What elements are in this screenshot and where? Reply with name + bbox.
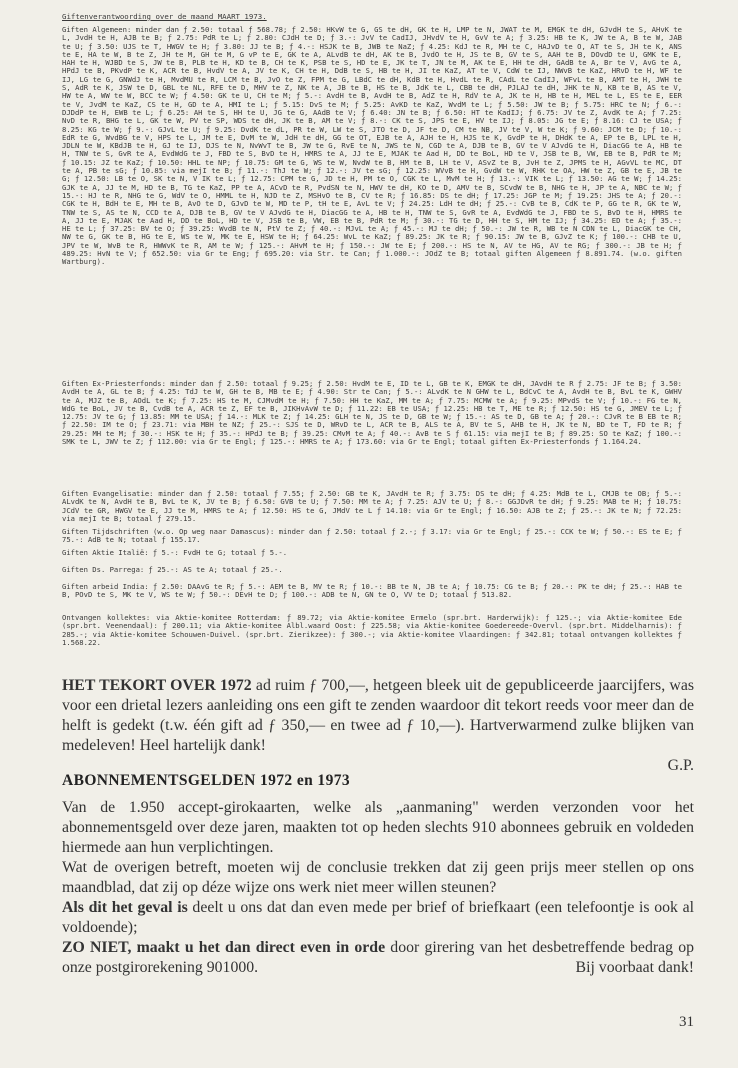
section-arbeid-india: Giften arbeid India: ƒ 2.50: DAAvG te R; ƒ 5.-: AEM te B, MV te R; ƒ 10.-: BB te N, JB te A; ƒ 10.75: CG te B; ƒ 20.-: PK te dH; ƒ 25.-: HAB te B, POvD te S, MK te V, WS te W; ƒ 50.-: DEvH te D; ƒ 100.-: ADB te N, GN te O, VV te D; totaal ƒ 513.82. — [62, 582, 682, 600]
tekort-text: ad ruim ƒ 700,—, hetgeen bleek uit de gepubliceerde jaarcijfers, was voor een drietal lezers aanleiding ons een gift te zenden waardoor dit tekort reeds voor meer dan de helft is gedekt (t.w. één gift ad ƒ 350,— en twee ad ƒ 10,—). Hartverwarmend zulke blijken van medeleven! Heel hartelijk dank! — [62, 677, 694, 754]
typed-list-4 — [62, 528, 682, 545]
typed-list-6 — [62, 566, 682, 574]
section-giften-algemeen: Giften Algemeen: minder dan ƒ 2.50: totaal ƒ 568.78; ƒ 2.50: HKvW te G, GS te dH, GK te H, LMP te N, JWAT te M, EMGK te dH, GJvdH te S, AHvK te L, JvdH te H, AJB te B; ƒ 2.75: PdR te L; ƒ 2.80: CJdH te D; ƒ 3.-: JvV te CadIJ, JHvdV te H, GvV te A; ƒ 3.25: HB te K, JW te A, B te W, JAB te U; ƒ 3.50: UJS te T, HWGV te H; ƒ 3.80: JJ te B; ƒ 4.-: HSJK te B, JWB te NaZ; ƒ 4.25: KdJ te R, MH te C, HAJvD te O, AT te S, JH te K, ANS te E, HA te W, B te Z, JH te M, GH te M, G vP te E, GK te A, ALvdB te dH, AK te B, JvdO te H, JS te B, GV te S, AAH te B, DOvdD te U, GMK te E, HAH te H, WJBD te S, JW te B, PLB te H, KD te B, CH te K, PSB te S, HD te E, JK te T, JN te M, AK te E, HH te dH, GAdB te A, Br te V, AvG te A, HPdJ te B, PKvdP te K, ACR te B, HvdV te A, JV te K, CH te H, DdB te S, HB te H, JI te KaZ, AT te V, CdW te IJ, NWvB te KaZ, HRvD te H, WF te IJ, LG te G, GNWdJ te H, MvdMU te R, LCM te B, JvO te Z, FPM te G, LBdC te dH, KdB te H, HvdL te R, CAdL te CadIJ, WFvL te B, AMT te H, JWH te S, AdR te K, JSW te D, GBL te NL, RFE te D, MHV te Z, NK te A, JB te B, HS te B, JdK te L, CBB te dH, PJLAJ te dH, JHK te N, KB te B, AS te V, HW te A, WW te W, BCC te W; ƒ 4.50: GK te U, CH te M; ƒ 5.-: AvdH te B, AvdH te B, AdZ te H, RdV te A, JK te H, HB te H, MEL te L, ES te E, EER te V, JvdM te KaZ, CS te H, GD te A, HMI te L; ƒ 5.15: DvS te M; ƒ 5.25: AvKD te KaZ, WvdM te L; ƒ 5.50: JW te B; ƒ 5.75: HRC te N; ƒ 6.-: DJDdP te H, EWB te L; ƒ 6.25: AH te S, HH te U, JG te G, AAdB te V; ƒ 6.40: JN te B; ƒ 6.50: HT te KadIJ; ƒ 6.75: JV te Z, AvdK te A; ƒ 7.25: NvD te R, BHG te L, GK te W, PV te SP, WDS te dH, JK te B, AM te V; ƒ 8.-: CK te S, JPS te E, HV te IJ; ƒ 8.05: JG te E; ƒ 8.16: CJ te USA; ƒ 8.25: KG te W; ƒ 9.-: GJvL te U; ƒ 9.25: DvdK te dL, PR te W, LW te S, JTO te D, JF te D, CM te NB, JV te V, W te K; ƒ 9.60: JCM te D; ƒ 10.-: EdR te G, WvdBG te V, HPS te L, JM te E, DvM te W, JdH te dH, GG te OT, EJB te A, AJH te H, HJS te K, GvdP te H, DHdK te A, EP te B, LPL te H, JDLN te W, KBdJB te H, GJ te IJ, DJS te N, NvWvT te B, JW te G, RvE te N, JWS te N, CGD te A, DJB te B, GV te V AJvdG te H, DiacGG te A, HB te H, TNW te S, GvR te A, EvdWdG te J, FBD te S, BvD te H, HMRS te A, JJ te E, MJAK te Aad H, DD te BoL, HD te V, JSB te B, VW, EB te B, PdR te M; ƒ 10.15: JZ te KaZ; ƒ 10.50: HHL te NP; ƒ 10.75: GM te G, WS te W, NvdW te B, HM te B, LH te V, ASvZ te B, JvH te Z, JPMS te H, AGvVL te MC, DT te A, PB te sG; ƒ 10.85: via mejI te B; ƒ 11.-: ThJ te W; ƒ 12.-: JV te sG; ƒ 12.25: WVvB te H, GvdW te W, RHK te OA, HW te Z, GB te E, JB te G; ƒ 12.50: LB te O, SK te N, V IK te L; ƒ 12.75: CPM te G, JD te H, PM te O, CGK te L, MvM te H; ƒ 13.-: VIK te L; ƒ 13.50: AG te W; ƒ 14.25: GJK te A, JJ te M, HD te B, TG te KaZ, PP te A, ACvD te R, PvdSN te N, HWV te dH, KO te D, AMV te B, SCvdW te B, NHG te H, JP te A, NBC te W; ƒ 15.-: HJ te R, NHG te G, WdV te O, HMML te H, NJD te Z, MSHvO te B, CV te R; ƒ 16.85: DS te dH; ƒ 17.25: JGP te M; ƒ 19.25: JHS te A; ƒ 20.-: CGK te H, BdH te E, MH te B, AvO te D, GJvD te W, MD te P, tH te E, AvL te V; ƒ 24.25: LdH te dH; ƒ 25.-: CvB te B, CdK te P, GG te R, GK te W, TNW te S, AS te N, CCD te A, DJB te B, GV te V AJvdG te H, DiacGG te A, HB te H, TNW te S, GvR te A, EvdWdG te J, FBD te S, BvD te H, HMRS te A, JJ te E, MJAK te Aad H, DD te BoL, HD te V, JSB te B, VW, EB te B, PdR te M; ƒ 30.-: TG te D, HH te S, HM te IJ; ƒ 34.25: ED te A; ƒ 35.-: HE te L; ƒ 37.25: BV te O; ƒ 39.25: WvdB te N, PtV te Z; ƒ 40.-: MJvL te A; ƒ 45.-: MJ te dH; ƒ 50.-: JW te R, WB te N CDN te L, DiacGK te CH, NW te G, GK te B, HG te E, WS te W, MK te E, HSW te H; ƒ 64.25: WvL te KaZ; ƒ 89.25: JK te R; ƒ 90.15: JW te B, GJvZ te K; ƒ 100.-: CHB te U, JPV te W, WvB te R, HWWvK te R, AM te W; ƒ 125.-: AHvM te H; ƒ 150.-: JW te E; ƒ 200.-: HS te N, AV te HG, AV te RG; ƒ 300.-: JB te H; ƒ 489.25: HvN te V; ƒ 652.50: via Gr te Eng; ƒ 695.20: via Str. te Can; ƒ 1.000.-: JOdZ te B; totaal giften Algemeen ƒ 8.891.74. (w.o. giften Wartburg). — [62, 25, 682, 267]
section-aktie-italie: Giften Aktie Italië: ƒ 5.-: FvdH te G; totaal ƒ 5.-. — [62, 548, 288, 557]
section-tijdschriften: Giften Tijdschriften (w.o. Op weg naar Damascus): minder dan ƒ 2.50: totaal ƒ 2.-; ƒ 3.17: via Gr te Engl; ƒ 25.-: CCK te W; ƒ 50.-: ES te E; ƒ 75.-: AdB te N; totaal ƒ 155.17. — [62, 527, 682, 545]
abonnement-heading: ABONNEMENTSGELDEN 1972 en 1973 — [62, 772, 351, 789]
abonnement-p3-bold: Als dit het geval is — [62, 899, 188, 916]
typed-list-7 — [62, 583, 682, 600]
section-parrega: Giften Ds. Parrega: ƒ 25.-: AS te A; totaal ƒ 25.-. — [62, 565, 283, 574]
page-number: 31 — [679, 1014, 694, 1030]
abonnement-p1: Van de 1.950 accept-girokaarten, welke als „aanmaning" werden verzonden voor het abonnementsgeld over deze jaren, maakten tot op heden slechts 910 abonnees gebruik en voldeden hiermede aan hun verplichtingen. — [62, 799, 694, 856]
typed-list — [62, 26, 682, 267]
abonnement-body — [62, 798, 694, 978]
abonnement-p3 — [62, 898, 694, 938]
signature: G.P. — [667, 757, 694, 774]
typed-list-5 — [62, 549, 682, 557]
abonnement-p4-rest: door girering van het desbetreffende bedrag op onze postgirorekening 901000. — [62, 939, 695, 976]
typed-list-8 — [62, 614, 682, 647]
abonnement-dank: Bij voorbaat dank! — [575, 959, 694, 976]
section-evangelisatie: Giften Evangelisatie: minder dan ƒ 2.50: totaal ƒ 7.55; ƒ 2.50: GB te K, JAvdH te R; ƒ 3.75: DS te dH; ƒ 4.25: MdB te L, CMJB te OB; ƒ 5.-: ALvdK te N, AvdH te B, BvL te K, JV te B; ƒ 6.50: GVB te U; ƒ 7.50: MM te A; ƒ 7.25: AJV te U; ƒ 8.-: GGJDvR te dH; ƒ 9.25: MAB te H; ƒ 10.75: JCdV te GR, HWGV te E, JJ te M, HMRS te A; ƒ 12.50: HS te G, JMdV te L ƒ 14.10: via Gr te Engl; ƒ 16.50: AJB te Z; ƒ 25.-: JK te N; ƒ 72.25: via mejI te B; totaal ƒ 279.15. — [62, 489, 682, 523]
tekort-heading: HET TEKORT OVER 1972 — [62, 677, 252, 694]
abonnement-p2: Wat de overigen betreft, moeten wij de conclusie trekken dat zij geen prijs meer stellen op ons maandblad, dat zij op déze wijze ons werk niet meer willen steunen? — [62, 859, 694, 896]
page-header: Giftenverantwoording over de maand MAART 1973. — [62, 12, 267, 21]
tekort-paragraph — [62, 676, 694, 776]
section-ex-priesterfonds: Giften Ex-Priesterfonds: minder dan ƒ 2.50: totaal ƒ 9.25; ƒ 2.50: HvdM te E, ID te L, GB te K, EMGK te dH, JAvdH te R ƒ 2.75: JF te B; ƒ 3.50: AvdH te A, GL te B; ƒ 4.25: TdJ te W, GH te B, MB te E; ƒ 4.90: Str te Can; ƒ 5.-: ALvdK te N GHW te L, BdCvC te A, AvdH te B, BvL te K, GWHV te A, MJZ te B, AOdL te K; ƒ 7.25: HS te M, CJMvdM te H; ƒ 7.50: HH te KaZ, MM te A; ƒ 7.75: MCMW te A; ƒ 9.25: MPvdS te V; ƒ 10.-: FG te N, WdG te BoL, JV te B, CvdB te A, ACR te Z, EF te B, JIKHvAvW te D; ƒ 11.22: EB te USA; ƒ 12.25: HB te T, ME te R; ƒ 12.50: HS te G, JMEV te L; ƒ 12.75: JV te G; ƒ 13.85: MM te USA; ƒ 14.-: MLK te Z; ƒ 14.25: GLH te N, JS te D, GB te W; ƒ 15.-: AS te D, GB te A; ƒ 20.-: CJvR te B EB te R; ƒ 22.50: IM te O; ƒ 23.71: via MBH te NZ; ƒ 25.-: SJS te D, WRvD te L, ACR te B, ALS te A, BV te S, AHB te H, JK te N, BD te T, FD te R; ƒ 29.25: MH te M; ƒ 30.-: HSK te H; ƒ 35.-: HPdJ te B; ƒ 39.25: CMvM te A; ƒ 40.-: AvB te S ƒ 61.15: via mejI te B; ƒ 89.25: SO te KaZ; ƒ 100.-: SMK te L, JWV te Z; ƒ 112.00: via Gr te Engl; ƒ 125.-: HMRS te A; ƒ 173.60: via Gr te Engl; totaal giften Ex-Priesterfonds ƒ 1.164.24. — [62, 379, 682, 447]
abonnement-p4 — [62, 938, 694, 978]
typed-list-3 — [62, 490, 682, 523]
abonnement-p4-bold: ZO NIET, maakt u het dan direct even in orde — [62, 939, 386, 956]
abonnement-p3-rest: deelt u ons dat dan even mede per brief of briefkaart (een telefoontje is ook al voldoende); — [62, 899, 695, 936]
section-kollektes: Ontvangen kollektes: via Aktie-komitee Rotterdam: ƒ 89.72; via Aktie-komitee Ermelo (spr.brt. Harderwijk): ƒ 125.-; via Aktie-komitee Ede (spr.brt. Veenendaal): ƒ 200.11; via Aktie-komitee Albl.waard Oost: ƒ 225.58; via Aktie-komitee Goedereede-Overvl. (spr.brt. Middelharnis): ƒ 285.-; via Aktie-komitee Schouwen-Duivel. (spr.brt. Zierikzee): ƒ 300.-; via Aktie-komitee Vlaardingen: ƒ 342.81; totaal ontvangen kollektes ƒ 1.568.22. — [62, 613, 682, 647]
typed-list-2 — [62, 380, 682, 446]
